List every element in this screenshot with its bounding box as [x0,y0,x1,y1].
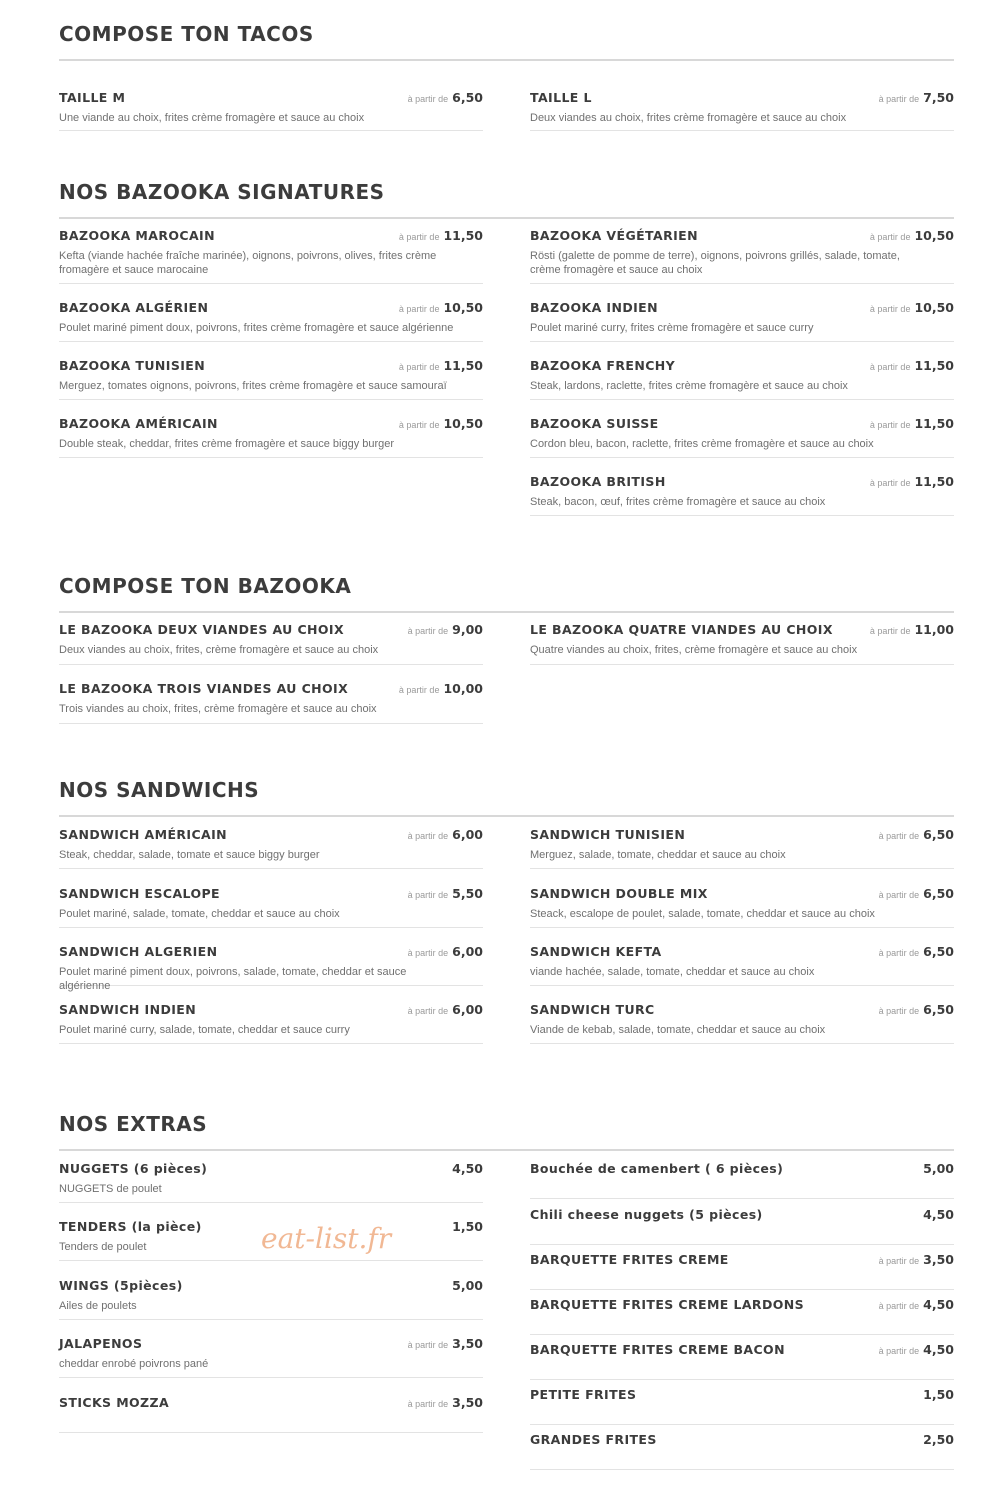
menu-item-header [530,300,954,315]
item-price [879,944,954,959]
section-divider [59,59,954,61]
item-name: SANDWICH TURC [530,1002,655,1017]
price-amount: 11,50 [914,474,954,489]
menu-item-bazooka-marocain [59,228,483,284]
item-name: JALAPENOS [59,1336,143,1351]
menu-item-header [59,1395,483,1410]
item-name: GRANDES FRITES [530,1432,657,1447]
menu-item-header [59,1161,483,1176]
item-description: Double steak, cheddar, frites crème fromagère et sauce biggy burger [59,438,395,450]
menu-item-header [59,1002,483,1017]
menu-item-bazooka-suisse [530,416,954,458]
price-prefix: à partir de [878,1006,920,1016]
item-description: Kefta (viande hachée fraîche marinée), oignons, poivrons, olives, frites crème fromagère et sauce marocaine [59,250,437,276]
price-prefix: à partir de [878,890,920,900]
item-name: BAZOOKA AMÉRICAIN [59,416,218,431]
item-price [870,358,954,373]
item-description: Merguez, salade, tomate, cheddar et sauce au choix [530,849,786,861]
price-amount: 4,50 [923,1342,954,1357]
menu-item-sandwich-kefta [530,944,954,986]
section-title: COMPOSE TON TACOS [59,22,314,46]
price-amount: 6,50 [923,944,954,959]
item-description: Steak, bacon, œuf, frites crème fromagère et sauce au choix [530,496,826,508]
section-title: COMPOSE TON BAZOOKA [59,574,352,598]
section-compose-ton-bazooka [59,574,954,715]
menu-item-bazooka-indien [530,300,954,342]
price-amount: 10,50 [443,300,483,315]
item-description: Cordon bleu, bacon, raclette, frites crème fromagère et sauce au choix [530,438,874,450]
item-name: SANDWICH AMÉRICAIN [59,827,228,842]
item-price [408,622,483,637]
menu-item-bazooka-frenchy [530,358,954,400]
item-name: BAZOOKA ALGÉRIEN [59,300,209,315]
menu-item-sandwich-turc [530,1002,954,1044]
price-prefix: à partir de [878,1301,920,1311]
item-price [870,300,954,315]
price-amount: 3,50 [452,1336,483,1351]
price-prefix: à partir de [869,420,911,430]
menu-item-header [59,228,483,243]
item-description: Poulet mariné piment doux, poivrons, frites crème fromagère et sauce algérienne [59,322,454,334]
price-prefix: à partir de [407,948,449,958]
item-price [879,1002,954,1017]
item-name: BAZOOKA VÉGÉTARIEN [530,228,698,243]
menu-item-header [59,300,483,315]
menu-item-header [530,1387,954,1402]
price-amount: 11,50 [443,228,483,243]
menu-item-header [530,1432,954,1447]
price-amount: 4,50 [923,1207,954,1222]
price-prefix: à partir de [878,948,920,958]
menu-item-barquette-frites-creme-bacon [530,1342,954,1380]
item-price [923,1432,954,1447]
item-name: LE BAZOOKA QUATRE VIANDES AU CHOIX [530,622,833,637]
price-prefix: à partir de [398,362,440,372]
item-price [408,1336,483,1351]
price-amount: 7,50 [923,90,954,105]
item-name: SANDWICH INDIEN [59,1002,197,1017]
menu-item-header [530,1207,954,1222]
item-name: BAZOOKA FRENCHY [530,358,676,373]
price-prefix: à partir de [869,362,911,372]
item-description: Trois viandes au choix, frites, crème fromagère et sauce au choix [59,703,377,715]
menu-item-header [530,358,954,373]
menu-item-sticks-mozza [59,1395,483,1433]
item-name: BAZOOKA INDIEN [530,300,658,315]
item-price [923,1207,954,1222]
item-price [399,358,483,373]
item-description: Viande de kebab, salade, tomate, cheddar et sauce au choix [530,1024,826,1036]
item-price [452,1161,483,1176]
section-title: NOS SANDWICHS [59,778,260,802]
item-price [923,1161,954,1176]
menu-item-sandwich-escalope [59,886,483,928]
item-price [408,90,483,105]
menu-item-bazooka-british [530,474,954,516]
menu-item-barquette-frites-creme-lardons [530,1297,954,1335]
price-prefix: à partir de [869,232,911,242]
item-name: Chili cheese nuggets (5 pièces) [530,1207,763,1222]
price-amount: 6,50 [923,886,954,901]
section-divider [59,1149,954,1151]
price-amount: 1,50 [923,1387,954,1402]
menu-item-sandwich-indien [59,1002,483,1044]
section-compose-ton-tacos [59,22,954,124]
price-amount: 1,50 [452,1219,483,1234]
menu-item-taille-l [530,90,954,131]
item-name: LE BAZOOKA DEUX VIANDES AU CHOIX [59,622,345,637]
item-name: STICKS MOZZA [59,1395,170,1410]
menu-item-header [530,886,954,901]
menu-item-header [59,90,483,105]
menu-item-header [530,1342,954,1357]
item-description: cheddar enrobé poivrons pané [59,1358,209,1370]
price-amount: 2,50 [923,1432,954,1447]
item-name: BARQUETTE FRITES CREME BACON [530,1342,785,1357]
price-prefix: à partir de [407,626,449,636]
menu-item-chili-cheese-nuggets-5-pieces [530,1207,954,1245]
item-name: NUGGETS (6 pièces) [59,1161,208,1176]
price-prefix: à partir de [407,1340,449,1350]
item-name: BARQUETTE FRITES CREME LARDONS [530,1297,805,1312]
item-name: BARQUETTE FRITES CREME [530,1252,729,1267]
item-price [408,827,483,842]
item-description: Rösti (galette de pomme de terre), oignons, poivrons grillés, salade, tomate, crème fromagère et sauce au choix [530,250,900,276]
price-prefix: à partir de [869,304,911,314]
menu-item-nuggets-6-pieces [59,1161,483,1203]
price-prefix: à partir de [407,1006,449,1016]
item-name: Bouchée de camenbert ( 6 pièces) [530,1161,784,1176]
price-amount: 10,50 [443,416,483,431]
item-price [452,1278,483,1293]
item-price [408,944,483,959]
price-prefix: à partir de [398,420,440,430]
menu-item-bouchee-de-camenbert-6-pieces [530,1161,954,1199]
price-prefix: à partir de [407,890,449,900]
item-price [452,1219,483,1234]
item-description: Tenders de poulet [59,1241,147,1253]
price-amount: 10,50 [914,300,954,315]
price-amount: 6,50 [923,1002,954,1017]
menu-item-wings-5pieces [59,1278,483,1320]
watermark: eat-list.fr [261,1222,392,1255]
price-prefix: à partir de [878,1346,920,1356]
price-prefix: à partir de [398,304,440,314]
price-amount: 4,50 [452,1161,483,1176]
item-description: Poulet mariné curry, salade, tomate, cheddar et sauce curry [59,1024,350,1036]
menu-item-header [530,1252,954,1267]
menu-item-le-bazooka-deux-viandes-au-choix [59,622,483,665]
item-description: NUGGETS de poulet [59,1183,162,1195]
price-prefix: à partir de [398,685,440,695]
menu-item-header [59,886,483,901]
item-name: LE BAZOOKA TROIS VIANDES AU CHOIX [59,681,349,696]
price-prefix: à partir de [407,1399,449,1409]
price-prefix: à partir de [878,94,920,104]
item-description: Steak, cheddar, salade, tomate et sauce biggy burger [59,849,320,861]
price-prefix: à partir de [878,831,920,841]
menu-item-header [59,622,483,637]
item-price [879,1342,954,1357]
item-name: TAILLE M [59,90,126,105]
price-prefix: à partir de [869,626,911,636]
price-amount: 5,00 [452,1278,483,1293]
section-divider [59,815,954,817]
menu-item-header [530,474,954,489]
menu-item-header [59,1336,483,1351]
item-price [879,90,954,105]
item-description: viande hachée, salade, tomate, cheddar et sauce au choix [530,966,815,978]
menu-item-header [530,1161,954,1176]
price-amount: 10,50 [914,228,954,243]
menu-item-sandwich-double-mix [530,886,954,928]
item-price [879,1252,954,1267]
item-description: Poulet mariné curry, frites crème fromagère et sauce curry [530,322,814,334]
menu-item-bazooka-algerien [59,300,483,342]
section-divider [59,217,954,219]
price-amount: 3,50 [452,1395,483,1410]
item-description: Une viande au choix, frites crème fromagère et sauce au choix [59,112,365,124]
menu-item-header [59,827,483,842]
item-name: TAILLE L [530,90,592,105]
menu-item-header [59,681,483,696]
item-description: Steak, lardons, raclette, frites crème fromagère et sauce au choix [530,380,848,392]
menu-item-bazooka-vegetarien [530,228,954,284]
menu-item-sandwich-tunisien [530,827,954,869]
price-amount: 11,00 [914,622,954,637]
price-amount: 10,00 [443,681,483,696]
item-price [399,228,483,243]
item-price [408,886,483,901]
item-name: BAZOOKA BRITISH [530,474,666,489]
item-name: SANDWICH KEFTA [530,944,662,959]
item-description: Deux viandes au choix, frites crème fromagère et sauce au choix [530,112,847,124]
price-amount: 6,00 [452,944,483,959]
menu-item-sandwich-americain [59,827,483,869]
menu-item-petite-frites [530,1387,954,1425]
item-name: SANDWICH TUNISIEN [530,827,686,842]
item-description: Poulet mariné, salade, tomate, cheddar et sauce au choix [59,908,340,920]
item-description: Poulet mariné piment doux, poivrons, salade, tomate, cheddar et sauce algérienne [59,966,407,992]
menu-item-bazooka-tunisien [59,358,483,400]
item-price [870,474,954,489]
item-price [399,416,483,431]
menu-item-le-bazooka-quatre-viandes-au-choix [530,622,954,665]
item-description: Ailes de poulets [59,1300,137,1312]
item-name: TENDERS (la pièce) [59,1219,202,1234]
section-title: NOS BAZOOKA SIGNATURES [59,180,385,204]
menu-item-header [530,944,954,959]
price-amount: 6,50 [452,90,483,105]
menu-item-header [530,622,954,637]
price-amount: 11,50 [914,416,954,431]
item-description: Quatre viandes au choix, frites, crème fromagère et sauce au choix [530,644,858,656]
menu-item-header [59,416,483,431]
menu-item-grandes-frites [530,1432,954,1470]
menu-item-header [59,1278,483,1293]
item-price [923,1387,954,1402]
price-amount: 11,50 [443,358,483,373]
menu-item-header [530,228,954,243]
price-prefix: à partir de [869,478,911,488]
item-name: BAZOOKA MAROCAIN [59,228,215,243]
item-price [870,228,954,243]
item-name: SANDWICH ALGERIEN [59,944,218,959]
item-price [870,416,954,431]
menu-item-header [530,1002,954,1017]
item-description: Merguez, tomates oignons, poivrons, frites crème fromagère et sauce samouraï [59,380,447,392]
price-prefix: à partir de [407,831,449,841]
item-name: PETITE FRITES [530,1387,637,1402]
menu-item-header [530,1297,954,1312]
menu-item-header [59,358,483,373]
section-title: NOS EXTRAS [59,1112,208,1136]
price-prefix: à partir de [878,1256,920,1266]
price-amount: 5,50 [452,886,483,901]
menu-item-le-bazooka-trois-viandes-au-choix [59,681,483,724]
menu-item-jalapenos [59,1336,483,1378]
price-prefix: à partir de [407,94,449,104]
menu-item-header [530,827,954,842]
price-prefix: à partir de [398,232,440,242]
menu-item-header [59,944,483,959]
item-price [408,1395,483,1410]
section-nos-sandwichs [59,778,954,1036]
item-price [879,886,954,901]
price-amount: 6,00 [452,827,483,842]
menu-item-sandwich-algerien [59,944,483,992]
price-amount: 11,50 [914,358,954,373]
item-price [399,300,483,315]
menu-item-bazooka-americain [59,416,483,458]
item-name: SANDWICH DOUBLE MIX [530,886,708,901]
item-price [879,827,954,842]
item-price [879,1297,954,1312]
menu-item-header [530,416,954,431]
item-price [408,1002,483,1017]
price-amount: 6,00 [452,1002,483,1017]
menu-item-barquette-frites-creme [530,1252,954,1290]
item-name: SANDWICH ESCALOPE [59,886,220,901]
item-description: Steack, escalope de poulet, salade, tomate, cheddar et sauce au choix [530,908,875,920]
item-price [399,681,483,696]
item-name: WINGS (5pièces) [59,1278,183,1293]
price-amount: 3,50 [923,1252,954,1267]
price-amount: 9,00 [452,622,483,637]
section-nos-bazooka-signatures [59,180,954,508]
price-amount: 6,50 [923,827,954,842]
item-name: BAZOOKA SUISSE [530,416,659,431]
price-amount: 5,00 [923,1161,954,1176]
item-price [870,622,954,637]
menu-item-taille-m [59,90,483,131]
item-name: BAZOOKA TUNISIEN [59,358,206,373]
menu-item-header [530,90,954,105]
section-divider [59,611,954,613]
item-description: Deux viandes au choix, frites, crème fromagère et sauce au choix [59,644,379,656]
price-amount: 4,50 [923,1297,954,1312]
